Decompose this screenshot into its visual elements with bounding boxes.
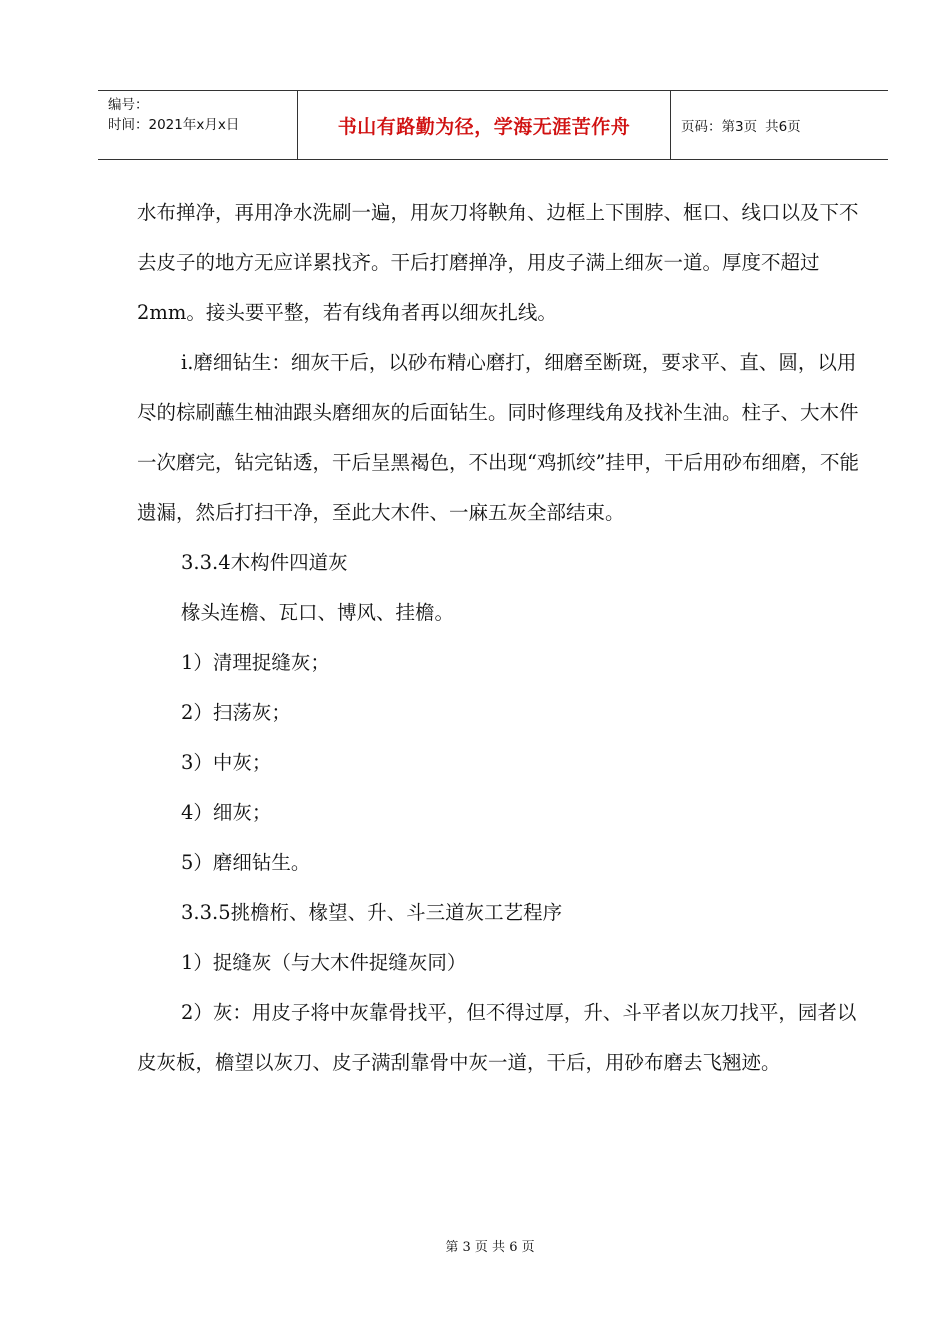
header-motto: 书山有路勤为径，学海无涯苦作舟 [298, 91, 671, 159]
document-body [137, 188, 859, 1088]
step-2: 2）灰：用皮子将中灰靠骨找平，但不得过厚，升、斗平者以灰刀找平，园者以皮灰板，檐望以灰刀、皮子满刮靠骨中灰一道，干后，用砂布磨去飞翘迹。 [137, 1001, 857, 1074]
list-item-2: 2）扫荡灰； [181, 701, 291, 724]
list-item-4: 4）细灰； [181, 801, 272, 824]
header-page-info [671, 91, 888, 159]
list-item-5: 5）磨细钻生。 [181, 851, 311, 874]
step-1: 1）捉缝灰（与大木件捉缝灰同） [181, 951, 467, 974]
page-header [98, 90, 888, 160]
header-page-number: 页码：第3页 [681, 119, 758, 135]
paragraph-scope: 椽头连檐、瓦口、博风、挂檐。 [181, 601, 455, 624]
paragraph-continuation: 水布掸净，再用净水洗刷一遍，用灰刀将鞅角、边框上下围脖、框口、线口以及下不去皮子的地方无应详累找齐。干后打磨掸净，用皮子满上细灰一道。厚度不超过2mm。接头要平整，若有线角者再以细灰扎线。 [137, 201, 859, 324]
header-page-total: 共6页 [765, 119, 801, 135]
section-heading-335: 3.3.5挑檐桁、椽望、升、斗三道灰工艺程序 [181, 901, 563, 924]
document-number-label: 编号： [108, 97, 149, 113]
section-heading-334: 3.3.4木构件四道灰 [181, 551, 348, 574]
list-item-3: 3）中灰； [181, 751, 272, 774]
page-footer: 第 3 页 共 6 页 [445, 1240, 535, 1255]
list-item-1: 1）清理捉缝灰； [181, 651, 330, 674]
document-time-label: 时间：2021年x月x日 [108, 117, 240, 133]
header-meta [98, 91, 298, 159]
paragraph-grinding: i.磨细钻生：细灰干后，以砂布精心磨打，细磨至断斑，要求平、直、圆，以用尽的棕刷蘸生柚油跟头磨细灰的后面钻生。同时修理线角及找补生油。柱子、大木件一次磨完，钻完钻透，干后呈黑褐色，不出现“鸡抓绞”挂甲，干后用砂布细磨，不能遗漏，然后打扫干净，至此大木件、一麻五灰全部结束。 [137, 351, 859, 524]
